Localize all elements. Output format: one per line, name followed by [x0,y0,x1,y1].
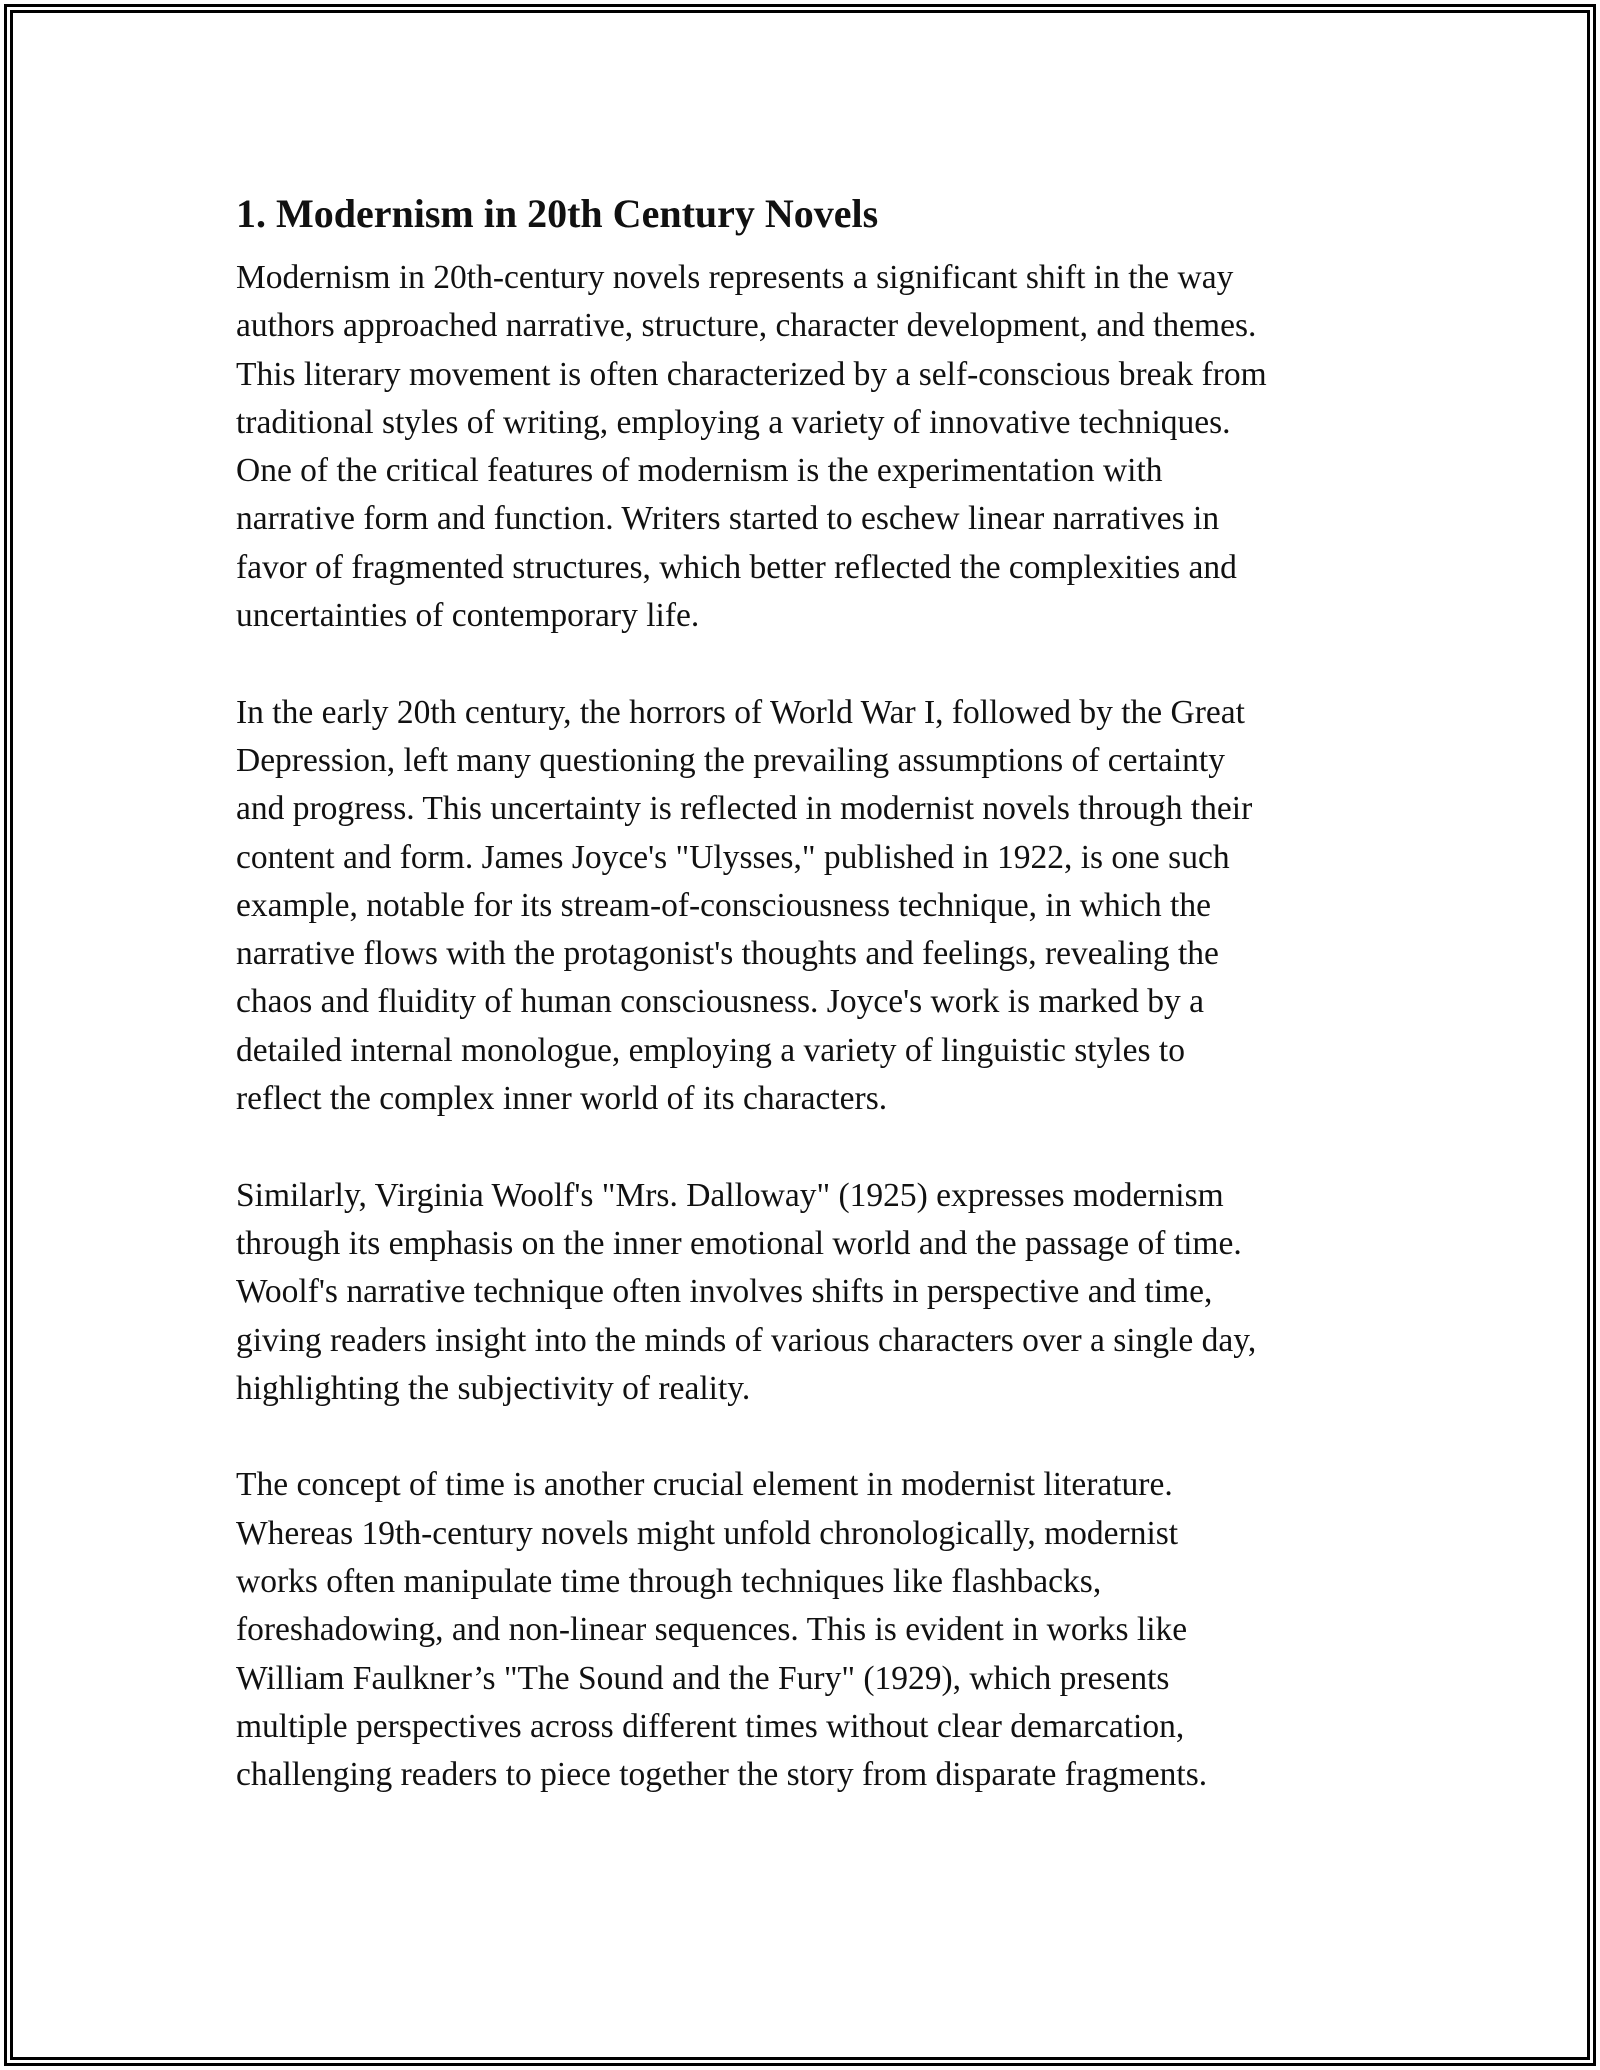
text-line: multiple perspectives across different times without clear demarcation, [236,1707,1185,1745]
text-line: example, notable for its stream-of-consciousness technique, in which the [236,886,1211,924]
text-line: narrative form and function. Writers started to eschew linear narratives in [236,500,1220,538]
text-line: uncertainties of contemporary life. [236,597,700,635]
text-line: giving readers insight into the minds of various characters over a single day, [236,1321,1257,1359]
text-line: Whereas 19th-century novels might unfold chronologically, modernist [236,1514,1179,1552]
text-line: content and form. James Joyce's "Ulysses," published in 1922, is one such [236,838,1230,876]
document-body [236,184,1376,1848]
text-line: through its emphasis on the inner emotional world and the passage of time. [236,1224,1242,1262]
text-line: chaos and fluidity of human consciousness. Joyce's work is marked by a [236,983,1205,1021]
text-line: Similarly, Virginia Woolf's "Mrs. Dalloway" (1925) expresses modernism [236,1176,1224,1214]
text-line: highlighting the subjectivity of reality. [236,1369,751,1407]
text-line: foreshadowing, and non-linear sequences. This is evident in works like [236,1611,1188,1649]
paragraph-2 [236,689,1376,1124]
text-line: Woolf's narrative technique often involves shifts in perspective and time, [236,1273,1213,1311]
paragraph-1 [236,254,1376,640]
paragraph-3 [236,1172,1376,1413]
text-line: One of the critical features of modernism is the experimentation with [236,452,1163,490]
text-line: traditional styles of writing, employing a variety of innovative techniques. [236,403,1231,441]
text-line: William Faulkner’s "The Sound and the Fury" (1929), which presents [236,1659,1170,1697]
text-line: authors approached narrative, structure, character development, and themes. [236,307,1257,345]
paragraph-4 [236,1461,1376,1799]
text-line: and progress. This uncertainty is reflected in modernist novels through their [236,790,1253,828]
paragraph-list [236,254,1376,1800]
text-line: detailed internal monologue, employing a variety of linguistic styles to [236,1031,1185,1069]
text-line: works often manipulate time through techniques like flashbacks, [236,1563,1102,1601]
text-line: Modernism in 20th-century novels represents a significant shift in the way [236,259,1234,296]
text-line: Depression, left many questioning the prevailing assumptions of certainty [236,741,1225,779]
text-line: In the early 20th century, the horrors of World War I, followed by the Great [236,693,1245,731]
text-line: reflect the complex inner world of its characters. [236,1080,888,1118]
text-line: challenging readers to piece together the story from disparate fragments. [236,1756,1208,1794]
section-heading: 1. Modernism in 20th Century Novels [236,191,879,236]
text-line: The concept of time is another crucial element in modernist literature. [236,1466,1173,1504]
text-line: This literary movement is often characterized by a self-conscious break from [236,355,1267,393]
text-line: favor of fragmented structures, which better reflected the complexities and [236,548,1237,586]
text-line: narrative flows with the protagonist's thoughts and feelings, revealing the [236,935,1219,973]
